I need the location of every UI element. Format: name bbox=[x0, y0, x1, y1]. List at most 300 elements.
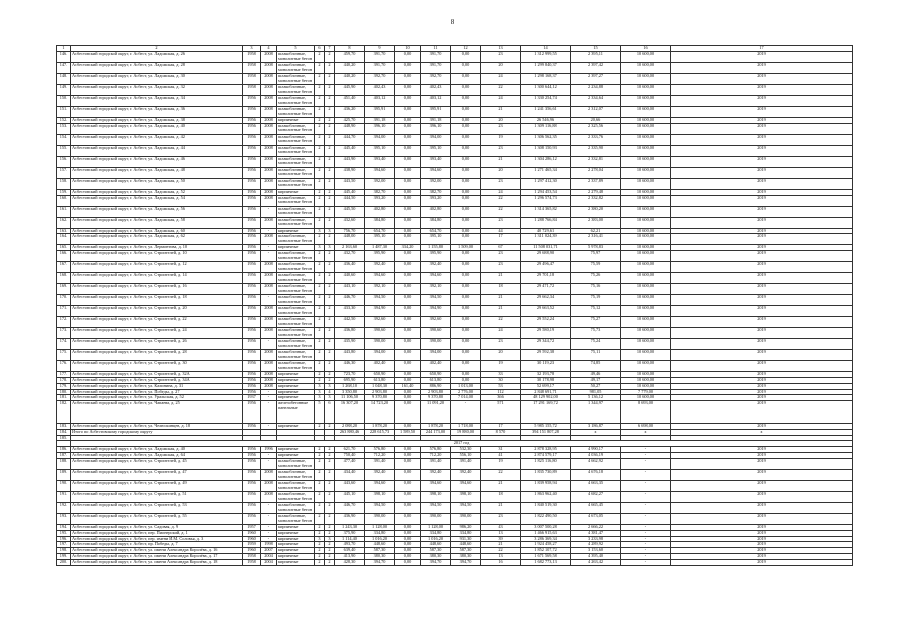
table-cell: 391,18 bbox=[365, 118, 395, 124]
table-cell: - bbox=[621, 502, 671, 513]
table-cell: 434,40 bbox=[335, 469, 365, 480]
table-row bbox=[57, 85, 853, 96]
table-cell: 2 bbox=[315, 542, 325, 548]
table-cell: 10 600,00 bbox=[621, 245, 671, 251]
table-cell: шлакоблочные, монолитные бетон bbox=[277, 178, 315, 189]
table-cell: 52 699,17 bbox=[521, 383, 571, 389]
table-cell: 393,20 bbox=[365, 195, 395, 206]
table-cell: 444,70 bbox=[335, 134, 365, 145]
table-cell: 12 bbox=[451, 46, 481, 52]
table-cell: 10 600,00 bbox=[621, 234, 671, 245]
table-cell: 0,00 bbox=[395, 350, 421, 361]
table-cell: 160. bbox=[57, 195, 71, 206]
table-cell: 2019 bbox=[671, 458, 853, 469]
table-cell: 1956 bbox=[243, 453, 261, 459]
table-cell: 436,80 bbox=[335, 328, 365, 339]
table-cell: 1 822 490,50 bbox=[521, 513, 571, 524]
table-cell: 2008 bbox=[261, 361, 277, 372]
table-cell: 435,90 bbox=[335, 339, 365, 350]
table-cell: 20 bbox=[481, 167, 521, 178]
table-cell: 2008 bbox=[261, 317, 277, 328]
table-cell: 3 bbox=[315, 245, 325, 251]
table-cell: 403,12 bbox=[421, 96, 451, 107]
table-cell: 1 330 254,74 bbox=[521, 96, 571, 107]
table-cell: 2019 bbox=[671, 469, 853, 480]
table-cell: 75,73 bbox=[571, 328, 621, 339]
table-cell: шлакоблочные, монолитные бетон bbox=[277, 502, 315, 513]
table-cell: 2 878 328,95 bbox=[521, 447, 571, 453]
table-cell: 186. bbox=[57, 447, 71, 453]
table-cell: 366 bbox=[481, 395, 521, 401]
table-cell: 2019 bbox=[671, 548, 853, 554]
table-cell: 161,40 bbox=[395, 383, 421, 389]
table-cell: 2 874 579,17 bbox=[521, 453, 571, 459]
table-cell: 3 bbox=[315, 383, 325, 389]
table-cell: 0,00 bbox=[395, 453, 421, 459]
table-cell: 1956 bbox=[243, 306, 261, 317]
table-cell: 2019 bbox=[671, 228, 853, 234]
table-cell: 2 bbox=[325, 189, 335, 195]
table-cell: 444,50 bbox=[335, 195, 365, 206]
table-cell: 22 bbox=[481, 469, 521, 480]
table-cell: 1960 bbox=[243, 548, 261, 554]
table-cell: 177. bbox=[57, 372, 71, 378]
table-cell: Асбестовский городской округ, г. Асбест, ул. Победы, д. 27 bbox=[71, 389, 243, 395]
table-cell: Асбестовский городской округ, г. Асбест, ул. Строителей, д. 51 bbox=[71, 491, 243, 502]
table-cell: 11 508 031,71 bbox=[521, 245, 571, 251]
table-cell: 2 bbox=[315, 234, 325, 245]
table-cell: 448,90 bbox=[335, 123, 365, 134]
table-cell: 4 990,17 bbox=[571, 447, 621, 453]
table-cell: кирпичные bbox=[277, 228, 315, 234]
table-cell: 2008 bbox=[261, 469, 277, 480]
table-cell: 14 723,20 bbox=[365, 401, 395, 424]
table-cell: Асбестовский городской округ, г. Асбест, ул. Строителей, д. 47 bbox=[71, 469, 243, 480]
table-cell: 390,60 bbox=[365, 328, 395, 339]
table-row bbox=[57, 52, 853, 63]
table-cell: 10 600,00 bbox=[621, 350, 671, 361]
table-cell: 176. bbox=[57, 361, 71, 372]
table-row bbox=[57, 350, 853, 361]
table-cell: 8 693,00 bbox=[621, 401, 671, 424]
table-cell: 30 bbox=[481, 377, 521, 383]
table-cell: Асбестовский городской округ, г. Асбест, ул. Строителей, д. 55 bbox=[71, 513, 243, 524]
table-row bbox=[57, 339, 853, 350]
table-cell: 2008 bbox=[261, 74, 277, 85]
table-cell: шлакоблочные, монолитные бетон bbox=[277, 295, 315, 306]
table-cell: 2008 bbox=[261, 350, 277, 361]
table-cell: - bbox=[261, 228, 277, 234]
table-cell: 10 600,00 bbox=[621, 63, 671, 74]
table-cell: 2 bbox=[325, 377, 335, 383]
table-cell: 402,43 bbox=[365, 85, 395, 96]
table-cell: 2 bbox=[315, 306, 325, 317]
table-cell: 10 600,00 bbox=[621, 395, 671, 401]
table-cell: 436,40 bbox=[335, 262, 365, 273]
table-cell: 2 bbox=[315, 217, 325, 228]
table-cell: 532,30 bbox=[451, 447, 481, 453]
table-cell: шлакоблочные, монолитные бетон bbox=[277, 339, 315, 350]
table-cell: 4 036,19 bbox=[571, 453, 621, 459]
table-cell: 23 bbox=[481, 52, 521, 63]
table-cell: 2019 bbox=[671, 328, 853, 339]
table-cell: 1 304 286,12 bbox=[521, 156, 571, 167]
table-cell: 2019 bbox=[671, 85, 853, 96]
table-cell: 2 316,41 bbox=[571, 234, 621, 245]
table-cell: - bbox=[621, 542, 671, 548]
table-cell: 10 600,00 bbox=[621, 156, 671, 167]
table-cell: 2019 bbox=[671, 167, 853, 178]
table-cell: 0,00 bbox=[451, 189, 481, 195]
table-cell: Асбестовский городской округ, г. Асбест, ул. Ладожская, д. 60 bbox=[71, 228, 243, 234]
table-cell: 380,30 bbox=[365, 553, 395, 559]
table-cell: 443,80 bbox=[335, 350, 365, 361]
table-cell: шлакоблочные, монолитные бетон bbox=[277, 262, 315, 273]
table-cell: 17 bbox=[481, 234, 521, 245]
table-cell: 0,00 bbox=[395, 480, 421, 491]
table-cell: 391,70 bbox=[421, 63, 451, 74]
table-cell: 24 bbox=[481, 96, 521, 107]
table-cell: 1956 bbox=[243, 513, 261, 524]
table-cell: 2 bbox=[315, 63, 325, 74]
table-cell: шлакоблочные, монолитные бетон bbox=[277, 513, 315, 524]
table-cell: 2008 bbox=[261, 262, 277, 273]
table-cell: шлакоблочные, монолитные бетон bbox=[277, 107, 315, 118]
table-cell: 22 bbox=[481, 85, 521, 96]
table-cell: 0,00 bbox=[395, 424, 421, 430]
table-row bbox=[57, 480, 853, 491]
table-cell: 2019 bbox=[671, 372, 853, 378]
table-cell: 2 bbox=[315, 559, 325, 565]
table-cell: Асбестовский городской округ, г. Асбест, ул. Строителей, д. 16 bbox=[71, 284, 243, 295]
table-cell: 20 bbox=[481, 350, 521, 361]
table-cell: 391,40 bbox=[451, 458, 481, 469]
table-cell: 21 bbox=[481, 295, 521, 306]
table-cell: 1 300 644,12 bbox=[521, 85, 571, 96]
table-cell: 150. bbox=[57, 96, 71, 107]
table-cell: 2 bbox=[315, 145, 325, 156]
table-cell: 382,70 bbox=[421, 189, 451, 195]
table-cell: - bbox=[261, 513, 277, 524]
table-row bbox=[57, 306, 853, 317]
table-cell: 173. bbox=[57, 328, 71, 339]
table-cell: 23 bbox=[481, 262, 521, 273]
table-cell: 402,80 bbox=[421, 206, 451, 217]
table-cell: 4 289,92 bbox=[571, 542, 621, 548]
table-cell: 0,00 bbox=[395, 107, 421, 118]
table-cell: 1956 bbox=[243, 251, 261, 262]
table-cell: 4 381,47 bbox=[571, 530, 621, 536]
table-cell: 394,00 bbox=[421, 350, 451, 361]
table-cell: 0,00 bbox=[451, 63, 481, 74]
table-cell: 398,10 bbox=[365, 491, 395, 502]
table-cell: 440,60 bbox=[335, 273, 365, 284]
table-cell: 0,00 bbox=[451, 195, 481, 206]
table-cell: 10 600,00 bbox=[621, 123, 671, 134]
table-cell: шлакоблочные, монолитные бетон bbox=[277, 361, 315, 372]
table-row bbox=[57, 206, 853, 217]
table-cell: 2 279,48 bbox=[571, 189, 621, 195]
table-cell: 29 592,38 bbox=[521, 350, 571, 361]
table-row bbox=[57, 134, 853, 145]
table-cell: - bbox=[621, 469, 671, 480]
table-cell: 185. bbox=[57, 435, 71, 441]
table-cell: 571 bbox=[481, 401, 521, 424]
table-cell: 587,30 bbox=[451, 548, 481, 554]
table-cell: 2 bbox=[325, 306, 335, 317]
table-cell: 10 600,00 bbox=[621, 189, 671, 195]
table-cell: Асбестовский городской округ, г. Асбест, ул. имени Александра Королёва, д. 16 bbox=[71, 548, 243, 554]
table-cell: 2008 bbox=[261, 372, 277, 378]
table-cell: 11 091,20 bbox=[421, 401, 451, 424]
table-cell: 2 088,20 bbox=[335, 424, 365, 430]
table-cell: 1 128,00 bbox=[365, 524, 395, 530]
table-cell: 0,00 bbox=[451, 234, 481, 245]
table-cell: 2019 bbox=[671, 123, 853, 134]
table-cell: 2 bbox=[325, 118, 335, 124]
table-cell: 10 600,00 bbox=[621, 118, 671, 124]
table-cell: 39 bbox=[481, 536, 521, 542]
table-cell: 10 600,00 bbox=[621, 145, 671, 156]
table-cell: 6 698,00 bbox=[621, 424, 671, 430]
table-cell: 2017 год bbox=[71, 441, 853, 447]
table-cell: 0,00 bbox=[451, 284, 481, 295]
table-cell: 244 173,00 bbox=[421, 429, 451, 435]
table-cell: 1 682 773,13 bbox=[521, 559, 571, 565]
table-cell: 981,05 bbox=[571, 389, 621, 395]
table-cell: 2008 bbox=[261, 178, 277, 189]
table-cell: Асбестовский городской округ, г. Асбест, ул. Строителей, д. 26 bbox=[71, 339, 243, 350]
table-cell: шлакоблочные, монолитные бетон bbox=[277, 458, 315, 469]
table-cell: 0,00 bbox=[395, 328, 421, 339]
table-cell: 10 600,00 bbox=[621, 361, 671, 372]
table-cell: 436,20 bbox=[335, 107, 365, 118]
table-cell: 1956 bbox=[243, 195, 261, 206]
table-cell: 153. bbox=[57, 123, 71, 134]
table-cell: 2 bbox=[325, 295, 335, 306]
table-cell: 2008 bbox=[261, 217, 277, 228]
table-cell: 3 007 500,28 bbox=[521, 524, 571, 530]
table-cell: 1960 bbox=[243, 530, 261, 536]
table-cell: 0,00 bbox=[395, 389, 421, 395]
table-cell: 2 312,07 bbox=[571, 107, 621, 118]
table-cell: шлакоблочные, монолитные бетон bbox=[277, 123, 315, 134]
table-cell: шлакоблочные, монолитные бетон bbox=[277, 217, 315, 228]
table-cell: 390,00 bbox=[421, 513, 451, 524]
table-cell: 2 bbox=[325, 273, 335, 284]
table-cell: 23 bbox=[481, 339, 521, 350]
table-cell: 2 bbox=[325, 123, 335, 134]
table-cell: - bbox=[261, 295, 277, 306]
table-cell: 2 bbox=[315, 469, 325, 480]
table-cell: 21 bbox=[481, 542, 521, 548]
table-cell: 21 bbox=[481, 480, 521, 491]
table-cell: 621,70 bbox=[335, 447, 365, 453]
table-cell: 2 380,20 bbox=[571, 206, 621, 217]
table-cell: шлакоблочные, монолитные бетон bbox=[277, 284, 315, 295]
table-cell: 2 bbox=[325, 339, 335, 350]
table-cell: 0,00 bbox=[395, 377, 421, 383]
table-cell: 1996 bbox=[261, 447, 277, 453]
table-cell: 394,90 bbox=[365, 306, 395, 317]
table-cell: 10 600,00 bbox=[621, 251, 671, 262]
table-cell: 3 350,80 bbox=[335, 389, 365, 395]
table-cell: 392,40 bbox=[451, 469, 481, 480]
table-cell: 392,40 bbox=[365, 262, 395, 273]
table-cell: шлакоблочные, монолитные бетон bbox=[277, 480, 315, 491]
table-cell: - bbox=[621, 524, 671, 530]
table-cell: 2 bbox=[315, 480, 325, 491]
table-cell: кирпичные bbox=[277, 189, 315, 195]
table-cell: 1956 bbox=[243, 480, 261, 491]
table-cell: 3 bbox=[325, 228, 335, 234]
table-cell: 0,00 bbox=[395, 234, 421, 245]
table-cell: 390,60 bbox=[421, 328, 451, 339]
table-row bbox=[57, 251, 853, 262]
table-cell: 1 309 116,88 bbox=[521, 123, 571, 134]
table-cell: 1956 bbox=[243, 273, 261, 284]
table-cell: 197. bbox=[57, 542, 71, 548]
table-cell: 443,50 bbox=[335, 178, 365, 189]
table-cell: Асбестовский городской округ, г. Асбест, ул. Строителей, д. 12 bbox=[71, 262, 243, 273]
table-cell: 10 600,00 bbox=[621, 96, 671, 107]
table-cell: кирпичные bbox=[277, 524, 315, 530]
table-cell: 156. bbox=[57, 156, 71, 167]
table-cell: 1 718,00 bbox=[451, 424, 481, 430]
table-cell: 442,50 bbox=[335, 317, 365, 328]
table-cell: 2 bbox=[325, 350, 335, 361]
table-cell: 712,20 bbox=[365, 453, 395, 459]
table-row bbox=[57, 63, 853, 74]
table-cell: 4 673,05 bbox=[571, 513, 621, 524]
table-cell: 394,60 bbox=[365, 480, 395, 491]
table-cell: 1956 bbox=[243, 458, 261, 469]
table-cell: 164. bbox=[57, 234, 71, 245]
table-cell: 2 bbox=[315, 553, 325, 559]
table-cell: 3 233,98 bbox=[571, 536, 621, 542]
table-cell: 1 016,20 bbox=[365, 536, 395, 542]
table-cell: 17 291 169,72 bbox=[521, 401, 571, 424]
table-cell: 6 bbox=[325, 401, 335, 424]
table-cell: 3 bbox=[325, 245, 335, 251]
table-cell: 10 600,00 bbox=[621, 52, 671, 63]
table-cell: 334,80 bbox=[365, 530, 395, 536]
table-cell: кирпичные bbox=[277, 372, 315, 378]
table-cell: 0,00 bbox=[451, 372, 481, 378]
table-cell: 1 924 458,27 bbox=[521, 542, 571, 548]
table-cell: 10 600,00 bbox=[621, 339, 671, 350]
table-cell: Асбестовский городской округ, г. Асбест, ул. Строителей, д. 49 bbox=[71, 480, 243, 491]
table-cell: шлакоблочные, монолитные бетон bbox=[277, 96, 315, 107]
table-cell: 2 bbox=[325, 85, 335, 96]
table-cell: 0,00 bbox=[395, 85, 421, 96]
table-cell: 0,00 bbox=[451, 228, 481, 234]
table-cell: Асбестовский городской округ, г. Асбест, ул. Ладожская, д. 48 bbox=[71, 167, 243, 178]
table-cell: 392,00 bbox=[421, 178, 451, 189]
table-cell: - bbox=[261, 458, 277, 469]
table-cell: 334,80 bbox=[451, 530, 481, 536]
table-cell: 2 bbox=[315, 530, 325, 536]
table-cell: 394,00 bbox=[421, 134, 451, 145]
table-cell: 1956 bbox=[243, 377, 261, 383]
table-cell: 0,00 bbox=[451, 178, 481, 189]
table-cell: 181. bbox=[57, 395, 71, 401]
table-cell: 0,00 bbox=[451, 85, 481, 96]
table-cell: 1956 bbox=[243, 502, 261, 513]
table-cell: 0,00 bbox=[395, 123, 421, 134]
table-cell: 0,00 bbox=[395, 548, 421, 554]
table-cell: кирпичные bbox=[277, 383, 315, 389]
table-cell: 391,70 bbox=[365, 63, 395, 74]
table-cell: 10 600,00 bbox=[621, 228, 671, 234]
table-cell: 2 bbox=[325, 134, 335, 145]
table-cell: 398,10 bbox=[451, 491, 481, 502]
table-cell: 2 bbox=[315, 317, 325, 328]
table-cell: Асбестовский городской округ, г. Асбест, ул. Ладожская, д. 56 bbox=[71, 206, 243, 217]
table-cell: 2 bbox=[325, 469, 335, 480]
table-cell: 0,00 bbox=[451, 251, 481, 262]
table-cell: 2 bbox=[325, 372, 335, 378]
table-cell: - bbox=[261, 389, 277, 395]
table-cell: 2 bbox=[315, 339, 325, 350]
table-cell: 10 600,00 bbox=[621, 317, 671, 328]
table-cell: 163. bbox=[57, 228, 71, 234]
table-cell: 1 835 730,89 bbox=[521, 469, 571, 480]
table-cell: Асбестовский городской округ, г. Асбест, ул. Строителей, д. 18 bbox=[71, 295, 243, 306]
table-cell: 19 bbox=[481, 134, 521, 145]
table-cell: 2 776,00 bbox=[451, 389, 481, 395]
table-cell: 2008 bbox=[261, 195, 277, 206]
table-row bbox=[57, 401, 853, 424]
table-cell: 2019 bbox=[671, 447, 853, 453]
table-cell: 4 682,27 bbox=[571, 491, 621, 502]
table-cell: - bbox=[261, 395, 277, 401]
table-cell: 2008 bbox=[261, 383, 277, 389]
table-row bbox=[57, 156, 853, 167]
table-cell: 2 bbox=[315, 118, 325, 124]
table-cell: шлакоблочные, монолитные бетон bbox=[277, 306, 315, 317]
table-cell: 0,00 bbox=[451, 74, 481, 85]
table-cell: 1958 bbox=[243, 85, 261, 96]
table-cell: 2 bbox=[315, 262, 325, 273]
table-cell: 2 bbox=[325, 284, 335, 295]
table-cell: шлакоблочные, монолитные бетон bbox=[277, 491, 315, 502]
table-cell: 175. bbox=[57, 350, 71, 361]
table-cell: - bbox=[261, 524, 277, 530]
table-cell: 1 852 107,72 bbox=[521, 548, 571, 554]
table-row bbox=[57, 361, 853, 372]
table-cell: 1956 bbox=[243, 262, 261, 273]
table-cell: 2 bbox=[325, 453, 335, 459]
table-cell: 75,59 bbox=[571, 262, 621, 273]
table-cell: 390,00 bbox=[421, 339, 451, 350]
table-cell: 0,00 bbox=[395, 447, 421, 453]
table-cell: 2019 bbox=[671, 251, 853, 262]
table-cell: 613,80 bbox=[421, 377, 451, 383]
table-cell: 4 263,42 bbox=[571, 559, 621, 565]
table-cell: 2 bbox=[315, 513, 325, 524]
table-cell: 1960 bbox=[243, 536, 261, 542]
table-cell: 398,10 bbox=[421, 491, 451, 502]
table-cell: 394,50 bbox=[421, 295, 451, 306]
table-cell: 3 bbox=[325, 536, 335, 542]
table-cell: 2019 bbox=[671, 536, 853, 542]
table-cell: 1956 bbox=[243, 145, 261, 156]
table-cell: 112 bbox=[481, 389, 521, 395]
table-cell: 2 bbox=[325, 480, 335, 491]
table-cell: 0,00 bbox=[395, 395, 421, 401]
table-cell: 2 bbox=[315, 273, 325, 284]
